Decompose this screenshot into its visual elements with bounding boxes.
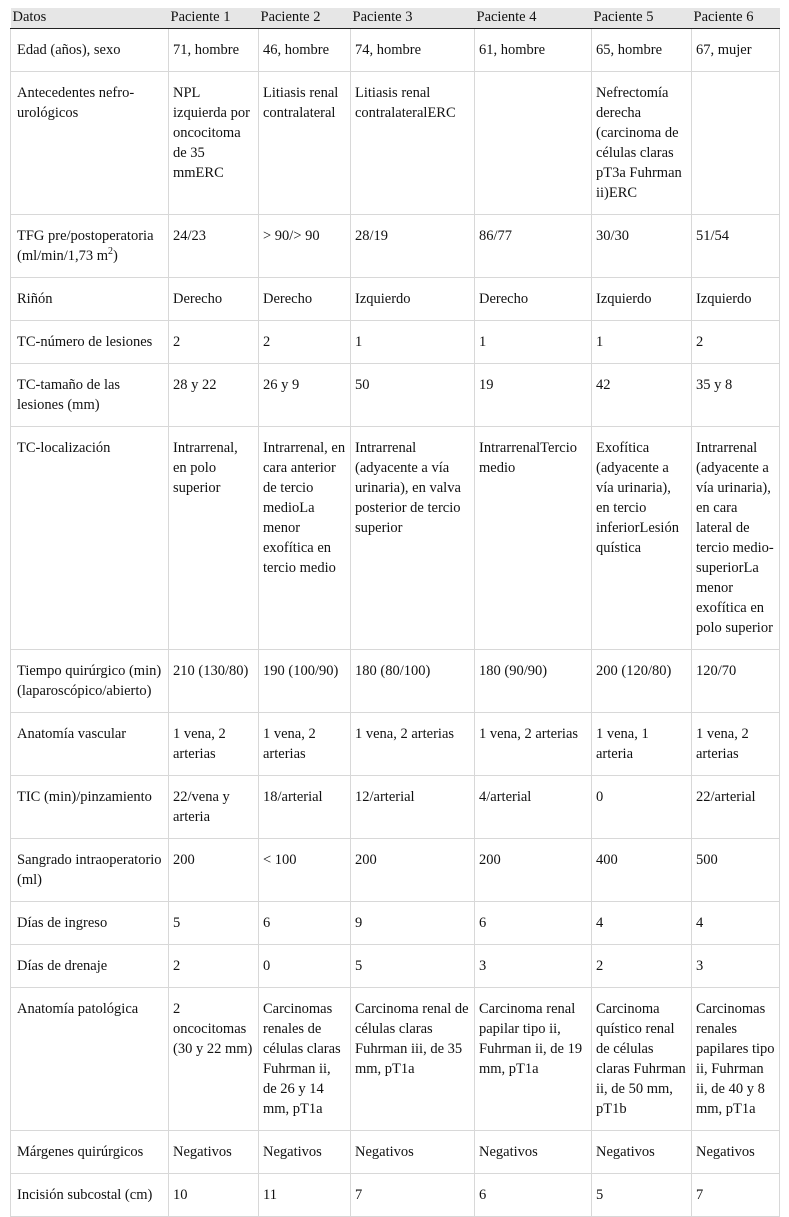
table-cell: Negativos <box>692 1131 780 1174</box>
table-cell: 4 <box>692 902 780 945</box>
header-paciente-4: Paciente 4 <box>475 8 592 29</box>
table-cell: 3 <box>692 945 780 988</box>
table-row <box>11 776 780 839</box>
table-cell: 2 <box>692 321 780 364</box>
row-label: Sangrado intraoperatorio (ml) <box>11 839 169 902</box>
table-cell: Derecho <box>475 278 592 321</box>
table-cell: 28 y 22 <box>169 364 259 427</box>
table-cell: 24/23 <box>169 215 259 278</box>
table-cell: Izquierdo <box>692 278 780 321</box>
table-cell: 86/77 <box>475 215 592 278</box>
table-cell: Derecho <box>169 278 259 321</box>
table-body <box>11 29 780 1217</box>
header-paciente-1: Paciente 1 <box>169 8 259 29</box>
table-cell: 9 <box>351 902 475 945</box>
table-row <box>11 278 780 321</box>
table-row <box>11 650 780 713</box>
table-cell: 5 <box>592 1174 692 1217</box>
table-cell: 120/70 <box>692 650 780 713</box>
table-cell: 51/54 <box>692 215 780 278</box>
table-cell: Negativos <box>475 1131 592 1174</box>
row-label: Incisión subcostal (cm) <box>11 1174 169 1217</box>
row-label: Días de ingreso <box>11 902 169 945</box>
table-cell: 6 <box>475 1174 592 1217</box>
table-cell: Litiasis renal contralateral <box>259 72 351 215</box>
table-row <box>11 839 780 902</box>
header-paciente-2: Paciente 2 <box>259 8 351 29</box>
table-cell: Intrarrenal, en polo superior <box>169 427 259 650</box>
table-cell: 7 <box>692 1174 780 1217</box>
table-row <box>11 988 780 1131</box>
row-label: TIC (min)/pinzamiento <box>11 776 169 839</box>
table-cell: 200 <box>169 839 259 902</box>
table-cell <box>692 72 780 215</box>
table-cell: Carcinomas renales papilares tipo ii, Fuhrman ii, de 40 y 8 mm, pT1a <box>692 988 780 1131</box>
table-cell: 2 <box>169 321 259 364</box>
row-label: Antecedentes nefro-urológicos <box>11 72 169 215</box>
table-cell: 28/19 <box>351 215 475 278</box>
row-label: TC-tamaño de las lesiones (mm) <box>11 364 169 427</box>
table-cell: 65, hombre <box>592 29 692 72</box>
table-row <box>11 945 780 988</box>
table-cell: 1 vena, 2 arterias <box>259 713 351 776</box>
table-cell: Nefrectomía derecha (carcinoma de células claras pT3a Fuhrman ii)ERC <box>592 72 692 215</box>
table-cell: 1 vena, 1 arteria <box>592 713 692 776</box>
header-datos: Datos <box>11 8 169 29</box>
table-cell: 22/arterial <box>692 776 780 839</box>
table-cell: 180 (80/100) <box>351 650 475 713</box>
table-cell: 26 y 9 <box>259 364 351 427</box>
table-cell: Izquierdo <box>592 278 692 321</box>
row-label: Riñón <box>11 278 169 321</box>
table-cell: 11 <box>259 1174 351 1217</box>
table-header <box>11 8 780 29</box>
table-cell: 4 <box>592 902 692 945</box>
table-cell: 200 <box>475 839 592 902</box>
table-cell: Intrarrenal (adyacente a vía urinaria), en cara lateral de tercio medio-superiorLa menor exofítica en polo superior <box>692 427 780 650</box>
table-cell: > 90/> 90 <box>259 215 351 278</box>
table-cell: < 100 <box>259 839 351 902</box>
table-cell: Negativos <box>169 1131 259 1174</box>
row-label: Tiempo quirúrgico (min) (laparoscópico/abierto) <box>11 650 169 713</box>
row-label: Anatomía patológica <box>11 988 169 1131</box>
header-paciente-3: Paciente 3 <box>351 8 475 29</box>
table-row <box>11 427 780 650</box>
table-cell: 500 <box>692 839 780 902</box>
table-cell: 4/arterial <box>475 776 592 839</box>
table-cell: Negativos <box>259 1131 351 1174</box>
table-cell: Carcinoma renal de células claras Fuhrman iii, de 35 mm, pT1a <box>351 988 475 1131</box>
table-cell: 1 vena, 2 arterias <box>351 713 475 776</box>
table-row <box>11 215 780 278</box>
table-cell: 50 <box>351 364 475 427</box>
table-cell: 10 <box>169 1174 259 1217</box>
table-cell: 42 <box>592 364 692 427</box>
table-row <box>11 713 780 776</box>
table-cell: 22/vena y arteria <box>169 776 259 839</box>
table-cell: 210 (130/80) <box>169 650 259 713</box>
table-cell: Carcinomas renales de células claras Fuhrman ii, de 26 y 14 mm, pT1a <box>259 988 351 1131</box>
table-cell: 12/arterial <box>351 776 475 839</box>
table-cell: 3 <box>475 945 592 988</box>
table-cell: Intrarrenal, en cara anterior de tercio medioLa menor exofítica en tercio medio <box>259 427 351 650</box>
row-label: Edad (años), sexo <box>11 29 169 72</box>
table-cell: 30/30 <box>592 215 692 278</box>
table-cell: Litiasis renal contralateralERC <box>351 72 475 215</box>
table-cell: 0 <box>259 945 351 988</box>
row-label: TFG pre/postoperatoria (ml/min/1,73 $m^2$) <box>11 215 169 278</box>
table-cell: Carcinoma quístico renal de células claras Fuhrman ii, de 50 mm, pT1b <box>592 988 692 1131</box>
table-cell: 18/arterial <box>259 776 351 839</box>
table-cell: 1 <box>351 321 475 364</box>
table-cell: Negativos <box>351 1131 475 1174</box>
table-cell: 6 <box>259 902 351 945</box>
table-cell: Exofítica (adyacente a vía urinaria), en tercio inferiorLesión quística <box>592 427 692 650</box>
table-cell: 7 <box>351 1174 475 1217</box>
table-row <box>11 29 780 72</box>
table-row <box>11 1174 780 1217</box>
table-cell: 180 (90/90) <box>475 650 592 713</box>
header-paciente-5: Paciente 5 <box>592 8 692 29</box>
row-label: TC-número de lesiones <box>11 321 169 364</box>
table-cell: 2 oncocitomas (30 y 22 mm) <box>169 988 259 1131</box>
table-cell: 5 <box>351 945 475 988</box>
table-cell: Negativos <box>592 1131 692 1174</box>
header-paciente-6: Paciente 6 <box>692 8 780 29</box>
table-cell: 19 <box>475 364 592 427</box>
table-cell: NPL izquierda por oncocitoma de 35 mmERC <box>169 72 259 215</box>
row-label: Anatomía vascular <box>11 713 169 776</box>
table-row <box>11 72 780 215</box>
table-row <box>11 1131 780 1174</box>
table-cell: 1 vena, 2 arterias <box>169 713 259 776</box>
table-cell: 190 (100/90) <box>259 650 351 713</box>
header-row <box>11 8 780 29</box>
row-label: TC-localización <box>11 427 169 650</box>
table-cell: Carcinoma renal papilar tipo ii, Fuhrman ii, de 19 mm, pT1a <box>475 988 592 1131</box>
table-cell: 74, hombre <box>351 29 475 72</box>
table-cell: 61, hombre <box>475 29 592 72</box>
table-row <box>11 364 780 427</box>
table-cell: 2 <box>169 945 259 988</box>
table-cell: 200 <box>351 839 475 902</box>
table-cell: 200 (120/80) <box>592 650 692 713</box>
table-cell: 2 <box>592 945 692 988</box>
table-row <box>11 902 780 945</box>
row-label: Días de drenaje <box>11 945 169 988</box>
table-cell: 5 <box>169 902 259 945</box>
table-cell <box>475 72 592 215</box>
table-cell: 46, hombre <box>259 29 351 72</box>
table-row <box>11 321 780 364</box>
table-cell: 6 <box>475 902 592 945</box>
table-cell: 1 <box>592 321 692 364</box>
table-cell: 67, mujer <box>692 29 780 72</box>
table-cell: 1 <box>475 321 592 364</box>
table-cell: IntrarrenalTercio medio <box>475 427 592 650</box>
patients-table <box>10 8 780 1217</box>
superscript-2: 2 <box>108 246 114 258</box>
table-cell: 1 vena, 2 arterias <box>475 713 592 776</box>
table-cell: 1 vena, 2 arterias <box>692 713 780 776</box>
table-cell: Izquierdo <box>351 278 475 321</box>
row-label: Márgenes quirúrgicos <box>11 1131 169 1174</box>
table-cell: Intrarrenal (adyacente a vía urinaria), en valva posterior de tercio superior <box>351 427 475 650</box>
table-cell: Derecho <box>259 278 351 321</box>
table-cell: 0 <box>592 776 692 839</box>
table-cell: 2 <box>259 321 351 364</box>
table-cell: 71, hombre <box>169 29 259 72</box>
table-cell: 35 y 8 <box>692 364 780 427</box>
table-cell: 400 <box>592 839 692 902</box>
